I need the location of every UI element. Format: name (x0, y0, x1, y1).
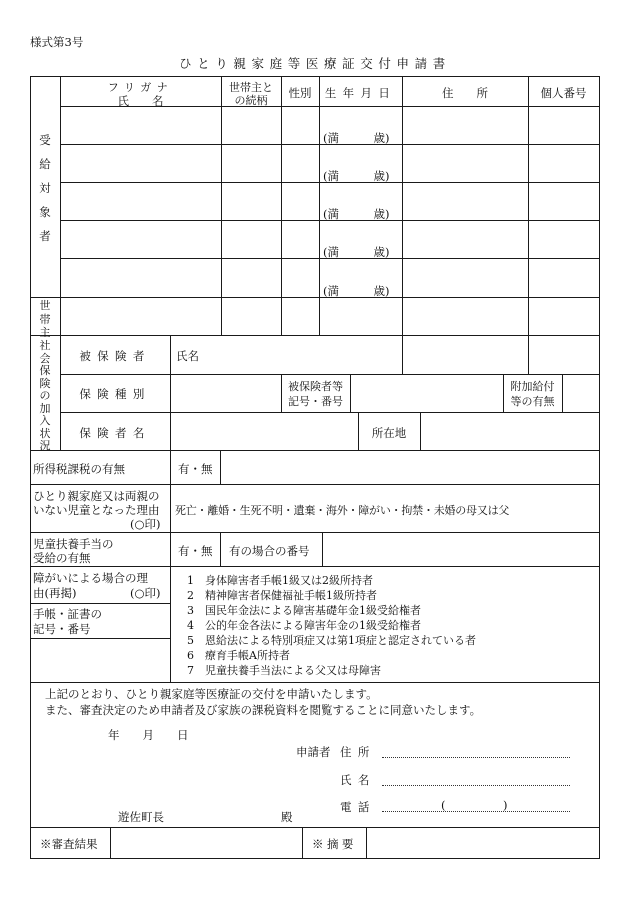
additional-benefit-label-line1: 附加給付 (510, 380, 555, 393)
disability-reason-item[interactable]: 3 国民年金法による障害基礎年金1級受給権者 (187, 604, 421, 617)
reason-label-line1: ひとり親家庭又は両親の (33, 489, 160, 503)
age-label: (満 歳) (323, 169, 390, 183)
application-date[interactable]: 年 月 日 (108, 728, 189, 742)
disability-label-line2: 由(再掲) (33, 586, 77, 600)
disability-reason-item[interactable]: 6 療育手帳A所持者 (187, 649, 290, 662)
declaration-line1: 上記のとおり、ひとり親家庭等医療証の交付を申請いたします。 (45, 687, 378, 701)
address-field[interactable] (382, 757, 570, 758)
remarks-field[interactable] (367, 828, 599, 858)
income-tax-label: 所得税課税の有無 (33, 462, 125, 476)
col-name: 氏 名 (117, 94, 164, 108)
page-title: ひとり親家庭等医療証交付申請書 (179, 56, 451, 71)
applicant-label: 申請者 (296, 745, 331, 759)
insurance-type-label: 保険種別 (79, 387, 151, 401)
disability-reason-item[interactable]: 1 身体障害者手帳1級又は2級所持者 (187, 574, 373, 587)
insured-name-field[interactable] (206, 340, 401, 372)
col-address: 住 所 (442, 86, 488, 100)
insurance-type-field[interactable] (171, 375, 281, 412)
child-allowance-label-line2: 受給の有無 (33, 551, 91, 565)
disability-reason-item[interactable]: 2 精神障害者保健福祉手帳1級所持者 (187, 589, 377, 602)
insured-code-field[interactable] (351, 375, 503, 412)
col-furigana: フリガナ (107, 81, 174, 94)
age-label: (満 歳) (323, 131, 390, 145)
reason-label-circle: (○印) (130, 517, 161, 531)
name-label: 氏名 (340, 773, 376, 787)
review-result-field[interactable] (111, 828, 302, 858)
insured-code-label-line2: 記号・番号 (288, 395, 343, 408)
phone-paren: ( ) (441, 798, 508, 812)
location-label: 所在地 (371, 426, 407, 440)
form-number: 様式第3号 (30, 35, 84, 49)
beneficiary-name-cell[interactable] (61, 221, 221, 258)
phone-label: 電話 (340, 800, 376, 814)
col-relation-line2: の続柄 (234, 94, 268, 107)
review-result-label: ※審査結果 (40, 837, 98, 851)
child-allowance-label-line1: 児童扶養手当の (33, 537, 114, 551)
beneficiary-name-cell[interactable] (61, 145, 221, 182)
disability-label-circle: (○印) (130, 586, 161, 600)
col-relation-line1: 世帯主と (229, 81, 273, 94)
child-allowance-value[interactable]: 有・無 (178, 544, 213, 558)
disability-reason-item[interactable]: 7 児童扶養手当法による父又は母障害 (187, 664, 381, 677)
col-birthdate: 生年月日 (324, 86, 397, 100)
insurer-name-label: 保険者名 (79, 426, 151, 440)
child-allowance-number-label: 有の場合の番号 (229, 544, 310, 558)
declaration-line2: また、審査決定のため申請者及び家族の課税資料を閲覧することに同意いたします。 (45, 703, 482, 717)
handbook-number-field[interactable] (31, 639, 170, 682)
additional-benefit-label-line2: 等の有無 (510, 395, 555, 408)
insured-code-label-line1: 被保険者等 (288, 380, 343, 393)
name-field[interactable] (382, 785, 570, 786)
handbook-label-line2: 記号・番号 (33, 622, 91, 636)
addressee: 遊佐町長 (118, 810, 164, 824)
disability-reason-item[interactable]: 5 恩給法による特別項症又は第1項症と認定されている者 (187, 634, 476, 647)
age-label: (満 歳) (323, 245, 390, 259)
reason-options[interactable]: 死亡・離婚・生死不明・遺棄・海外・障がい・拘禁・未婚の母又は父 (175, 504, 510, 517)
beneficiary-name-cell[interactable] (61, 107, 221, 144)
col-personal-number: 個人番号 (540, 86, 587, 100)
beneficiary-name-cell[interactable] (61, 183, 221, 220)
child-allowance-number-field[interactable] (323, 533, 599, 566)
insurance-section-label: 社会保険の加入状況 (39, 339, 51, 452)
handbook-label-line1: 手帳・証書の (33, 607, 102, 621)
age-label: (満 歳) (323, 207, 390, 221)
remarks-label: ※摘要 (312, 837, 357, 851)
beneficiary-name-cell[interactable] (61, 259, 221, 297)
insured-name-label: 氏名 (176, 349, 199, 363)
col-gender: 性別 (288, 86, 312, 100)
income-tax-value[interactable]: 有・無 (178, 462, 213, 476)
age-label: (満 歳) (323, 284, 390, 298)
location-field[interactable] (421, 413, 599, 450)
household-head-label: 世帯主 (39, 299, 51, 339)
reason-label-line2: いない児童となった理由 (33, 503, 160, 517)
address-label: 住所 (340, 745, 376, 759)
insurer-name-field[interactable] (171, 413, 358, 450)
disability-label-line1: 障がいによる場合の理 (33, 571, 148, 585)
insured-person-label: 被保険者 (79, 349, 151, 363)
disability-reason-item[interactable]: 4 公的年金各法による障害年金の1級受給権者 (187, 619, 421, 632)
beneficiary-section-label: 受給対象者 (39, 133, 51, 243)
honorific: 殿 (281, 810, 293, 824)
